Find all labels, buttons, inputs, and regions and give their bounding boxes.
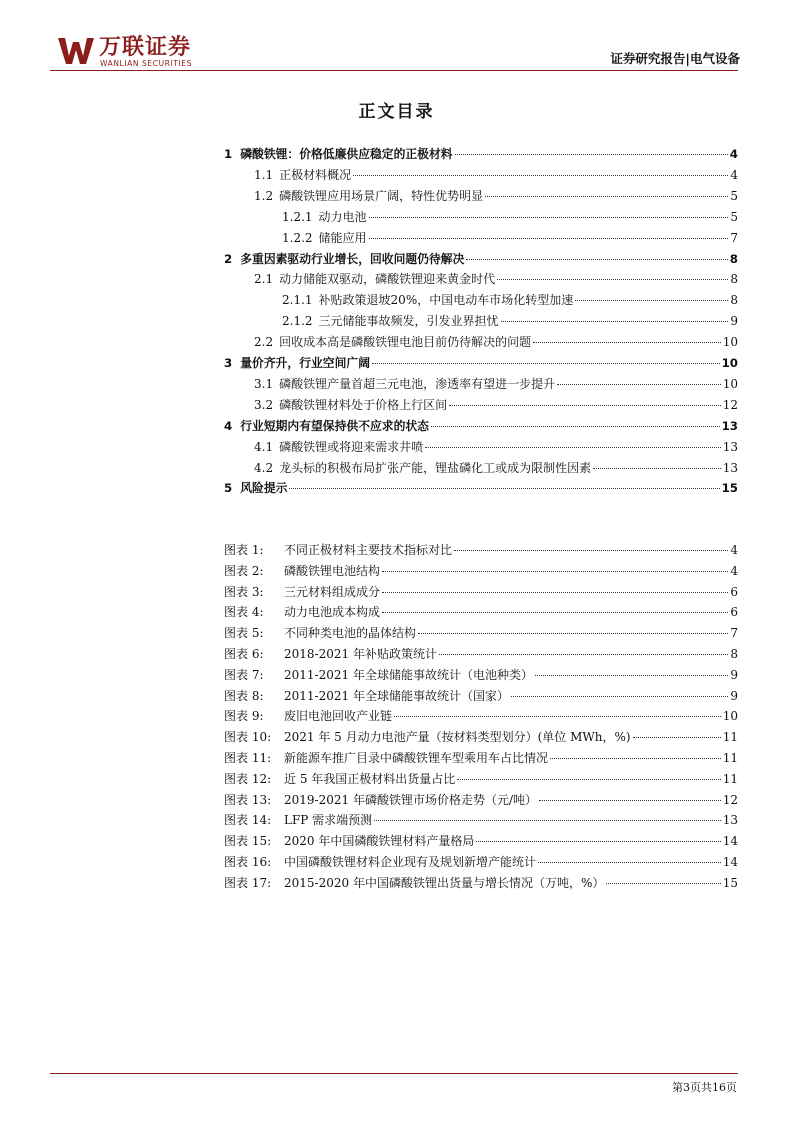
dot-leader bbox=[439, 654, 728, 655]
figure-page: 6 bbox=[730, 584, 738, 599]
figure-entry[interactable] bbox=[224, 792, 738, 808]
toc-entry-text: 磷酸铁锂材料处于价格上行区间 bbox=[279, 397, 448, 412]
brand-name-cn: 万联证券 bbox=[99, 35, 192, 60]
dot-leader bbox=[457, 779, 720, 780]
figure-title: 新能源车推广目录中磷酸铁锂车型乘用车占比情况 bbox=[284, 751, 549, 765]
toc-entry-text: 风险提示 bbox=[240, 481, 288, 496]
toc-entry-title bbox=[282, 292, 573, 308]
figure-label: 图表 10: bbox=[224, 730, 272, 745]
figure-entry[interactable] bbox=[224, 563, 738, 579]
figure-label: 图表 14: bbox=[224, 813, 272, 828]
dot-leader bbox=[550, 758, 721, 759]
toc-entry-title bbox=[254, 271, 495, 287]
toc-entry-title bbox=[254, 376, 555, 392]
toc-entry-page: 10 bbox=[722, 335, 738, 350]
figure-title: 磷酸铁锂电池结构 bbox=[284, 563, 381, 578]
dot-leader bbox=[497, 279, 728, 280]
toc-entry[interactable] bbox=[224, 251, 738, 267]
figure-label: 图表 11: bbox=[224, 751, 272, 765]
figure-page: 9 bbox=[730, 688, 738, 703]
figure-label: 图表 15: bbox=[224, 834, 272, 849]
figure-entry[interactable] bbox=[224, 708, 738, 724]
dot-leader bbox=[289, 488, 719, 489]
dot-leader bbox=[533, 342, 721, 343]
figure-title: LFP 需求端预测 bbox=[284, 813, 373, 828]
toc-entry-text: 磷酸铁锂：价格低廉供应稳定的正极材料 bbox=[240, 147, 453, 161]
figure-entry[interactable] bbox=[224, 812, 738, 828]
figure-page: 10 bbox=[722, 709, 738, 724]
toc-entry-text: 补贴政策退坡20%，中国电动车市场化转型加速 bbox=[318, 293, 574, 308]
figure-title: 近 5 年我国正极材料出货量占比 bbox=[284, 771, 456, 786]
toc-entry-text: 磷酸铁锂应用场景广阔，特性优势明显 bbox=[279, 188, 484, 203]
toc-entry-page: 8 bbox=[729, 251, 738, 266]
toc-entry-number: 1.2.2 bbox=[282, 230, 313, 245]
toc-entry[interactable] bbox=[254, 271, 738, 287]
dot-leader bbox=[449, 405, 721, 406]
dot-leader bbox=[372, 363, 720, 364]
dot-leader bbox=[485, 196, 728, 197]
toc-entry-page: 10 bbox=[721, 356, 738, 370]
figure-entry[interactable] bbox=[224, 667, 738, 683]
toc-entry-number: 2.1 bbox=[254, 272, 274, 287]
figure-page: 14 bbox=[722, 834, 738, 849]
toc-entry[interactable] bbox=[254, 334, 738, 350]
toc-entry-title bbox=[254, 439, 423, 455]
figure-page: 13 bbox=[722, 813, 738, 828]
toc-entry-page: 9 bbox=[730, 314, 738, 329]
toc-entry-number: 1.2.1 bbox=[282, 209, 313, 224]
dot-leader bbox=[382, 592, 728, 593]
figure-label: 图表 3: bbox=[224, 584, 264, 599]
toc-entry-page: 4 bbox=[730, 167, 738, 182]
toc-entry-page: 13 bbox=[721, 418, 738, 433]
toc-entry-number: 5 bbox=[224, 481, 233, 496]
toc-entry[interactable] bbox=[224, 146, 738, 162]
toc-entry-page: 8 bbox=[730, 272, 738, 287]
toc-entry-page: 13 bbox=[722, 439, 738, 454]
dot-leader bbox=[633, 737, 721, 738]
toc-entry-title bbox=[224, 355, 370, 371]
toc-entry[interactable] bbox=[282, 292, 738, 308]
figure-entry[interactable] bbox=[224, 688, 738, 704]
dot-leader bbox=[466, 259, 727, 260]
toc-entry-title bbox=[254, 334, 531, 350]
toc-entry-number: 1 bbox=[224, 147, 233, 161]
header-divider bbox=[50, 70, 738, 71]
toc-entry-title bbox=[282, 313, 499, 329]
dot-leader bbox=[374, 820, 721, 821]
toc-entry[interactable] bbox=[224, 418, 738, 434]
figure-entry[interactable] bbox=[224, 833, 738, 849]
dot-leader bbox=[557, 384, 721, 385]
toc-entry-text: 回收成本高是磷酸铁锂电池目前仍待解决的问题 bbox=[279, 335, 532, 350]
figure-label: 图表 7: bbox=[224, 667, 264, 682]
toc-entry[interactable] bbox=[254, 439, 738, 455]
figure-title: 2019-2021 年磷酸铁锂市场价格走势（元/吨） bbox=[284, 792, 537, 807]
dot-leader bbox=[539, 800, 721, 801]
page-title: 正文目录 bbox=[358, 102, 435, 122]
figure-entry[interactable] bbox=[224, 604, 738, 620]
figure-page: 11 bbox=[722, 771, 738, 786]
toc-entry-page: 4 bbox=[729, 147, 738, 161]
toc-entry[interactable] bbox=[254, 188, 738, 204]
figure-entry[interactable] bbox=[224, 750, 738, 766]
figure-page: 7 bbox=[730, 626, 738, 641]
toc-entry-number: 2.1.2 bbox=[282, 314, 313, 329]
toc-entry-text: 龙头标的积极布局扩张产能，锂盐磷化工或成为限制性因素 bbox=[279, 460, 592, 475]
toc-entry-number: 3 bbox=[224, 356, 233, 370]
toc-entry-title bbox=[254, 167, 351, 183]
figure-entry[interactable] bbox=[224, 729, 738, 745]
dot-leader bbox=[382, 571, 728, 572]
toc-entry-title bbox=[282, 230, 367, 246]
toc-entry-text: 动力储能双驱动，磷酸铁锂迎来黄金时代 bbox=[279, 272, 496, 287]
dot-leader bbox=[538, 862, 721, 863]
toc-entry-text: 动力电池 bbox=[318, 209, 367, 224]
page-header bbox=[58, 36, 740, 68]
toc-entry-text: 磷酸铁锂产量首超三元电池，渗透率有望进一步提升 bbox=[279, 376, 556, 391]
toc-entry-title bbox=[254, 460, 591, 476]
dot-leader bbox=[606, 883, 720, 884]
toc-entry[interactable] bbox=[224, 480, 738, 496]
toc-entry[interactable] bbox=[282, 230, 738, 246]
toc-entry-number: 4.1 bbox=[254, 439, 274, 454]
dot-leader bbox=[394, 716, 721, 717]
toc-entry[interactable] bbox=[224, 355, 738, 371]
figure-label: 图表 2: bbox=[224, 563, 264, 578]
figure-title: 中国磷酸铁锂材料企业现有及规划新增产能统计 bbox=[284, 855, 537, 869]
toc-entry-text: 储能应用 bbox=[318, 230, 367, 245]
toc-entry-number: 4 bbox=[224, 418, 233, 433]
figure-title: 2011-2021 年全球储能事故统计（国家） bbox=[284, 688, 509, 703]
figure-label: 图表 16: bbox=[224, 855, 272, 869]
dot-leader bbox=[369, 217, 729, 218]
toc-entry-title bbox=[224, 480, 287, 496]
toc-entry[interactable] bbox=[254, 167, 738, 183]
dot-leader bbox=[455, 154, 728, 155]
figure-entry[interactable] bbox=[224, 625, 738, 641]
figure-page: 6 bbox=[730, 605, 738, 620]
dot-leader bbox=[511, 696, 728, 697]
page-number: 第3页共16页 bbox=[672, 1081, 737, 1094]
footer-divider bbox=[50, 1073, 738, 1074]
figure-title: 2021 年 5 月动力电池产量（按材料类型划分）(单位 MWh，%) bbox=[284, 730, 631, 745]
toc-entry-page: 13 bbox=[722, 460, 738, 475]
figure-title: 不同种类电池的晶体结构 bbox=[284, 626, 417, 641]
figure-page: 4 bbox=[730, 563, 738, 578]
figure-title: 2011-2021 年全球储能事故统计（电池种类） bbox=[284, 667, 533, 682]
dot-leader bbox=[431, 426, 720, 427]
toc-entry-page: 12 bbox=[722, 397, 738, 412]
figure-page: 11 bbox=[722, 751, 738, 765]
toc-entry-text: 行业短期内有望保持供不应求的状态 bbox=[240, 418, 429, 433]
toc-entry-number: 2 bbox=[224, 251, 233, 266]
dot-leader bbox=[369, 238, 729, 239]
toc-entry[interactable] bbox=[254, 460, 738, 476]
wanlian-logo-icon bbox=[58, 36, 94, 66]
dot-leader bbox=[454, 550, 728, 551]
toc-entry-page: 8 bbox=[730, 293, 738, 308]
dot-leader bbox=[425, 447, 721, 448]
dot-leader bbox=[501, 321, 729, 322]
figure-title: 2018-2021 年补贴政策统计 bbox=[284, 647, 437, 661]
figure-title: 不同正极材料主要技术指标对比 bbox=[284, 543, 453, 557]
figure-title: 废旧电池回收产业链 bbox=[284, 709, 393, 724]
toc-entry-number: 2.1.1 bbox=[282, 293, 313, 308]
toc-entry-page: 5 bbox=[730, 209, 738, 224]
figure-label: 图表 17: bbox=[224, 875, 272, 890]
figure-entry[interactable] bbox=[224, 854, 738, 870]
dot-leader bbox=[382, 612, 728, 613]
figure-page: 14 bbox=[722, 855, 738, 869]
dot-leader bbox=[353, 175, 728, 176]
toc-entry-page: 7 bbox=[730, 230, 738, 245]
figure-label: 图表 13: bbox=[224, 792, 272, 807]
toc-entry-number: 1.2 bbox=[254, 188, 274, 203]
brand-name-en: WANLIAN SECURITIES bbox=[100, 59, 193, 68]
toc-entry-title bbox=[224, 146, 453, 162]
figure-title: 动力电池成本构成 bbox=[284, 605, 381, 620]
figure-label: 图表 9: bbox=[224, 709, 264, 724]
dot-leader bbox=[418, 633, 728, 634]
figure-page: 15 bbox=[722, 875, 738, 890]
figure-entry[interactable] bbox=[224, 771, 738, 787]
toc-entry-title bbox=[254, 188, 483, 204]
toc-entry[interactable] bbox=[282, 209, 738, 225]
toc-entry-title bbox=[224, 251, 464, 267]
figure-page: 12 bbox=[722, 792, 738, 807]
toc-entry-title bbox=[224, 418, 429, 434]
toc-entry-number: 3.2 bbox=[254, 397, 274, 412]
toc-entry-text: 三元储能事故频发，引发业界担忧 bbox=[318, 314, 499, 329]
figure-label: 图表 5: bbox=[224, 626, 264, 641]
dot-leader bbox=[593, 468, 721, 469]
dot-leader bbox=[535, 675, 728, 676]
toc-entry-text: 量价齐升，行业空间广阔 bbox=[240, 356, 370, 370]
toc-entry-text: 正极材料概况 bbox=[279, 167, 352, 182]
dot-leader bbox=[575, 300, 728, 301]
figure-label: 图表 4: bbox=[224, 605, 264, 620]
figure-label: 图表 12: bbox=[224, 771, 272, 786]
toc-entry-number: 3.1 bbox=[254, 376, 274, 391]
figure-entry[interactable] bbox=[224, 875, 738, 891]
toc-entry-number: 1.1 bbox=[254, 167, 274, 182]
toc-entry-number: 2.2 bbox=[254, 335, 274, 350]
toc-entry-page: 10 bbox=[722, 376, 738, 391]
figure-page: 8 bbox=[730, 647, 738, 661]
figure-entry[interactable] bbox=[224, 646, 738, 662]
figure-title: 三元材料组成成分 bbox=[284, 584, 381, 599]
figure-entry[interactable] bbox=[224, 542, 738, 558]
figure-title: 2020 年中国磷酸铁锂材料产量格局 bbox=[284, 834, 475, 849]
toc-entry-title bbox=[282, 209, 367, 225]
figure-title: 2015-2020 年中国磷酸铁锂出货量与增长情况（万吨，%） bbox=[284, 875, 605, 890]
figure-entry[interactable] bbox=[224, 584, 738, 600]
figure-label: 图表 1: bbox=[224, 543, 264, 557]
toc-entry-title bbox=[254, 397, 447, 413]
figure-label: 图表 6: bbox=[224, 647, 264, 661]
report-type: 证券研究报告|电气设备 bbox=[610, 51, 740, 66]
figure-page: 4 bbox=[730, 543, 738, 557]
figure-label: 图表 8: bbox=[224, 688, 264, 703]
toc-entry[interactable] bbox=[254, 397, 738, 413]
toc-entry-page: 15 bbox=[721, 481, 738, 496]
toc-entry-text: 多重因素驱动行业增长，回收问题仍待解决 bbox=[240, 251, 465, 266]
toc-entry-number: 4.2 bbox=[254, 460, 274, 475]
figure-page: 11 bbox=[722, 730, 738, 745]
toc-entry[interactable] bbox=[254, 376, 738, 392]
toc-entry-text: 磷酸铁锂或将迎来需求井喷 bbox=[279, 439, 424, 454]
dot-leader bbox=[476, 841, 720, 842]
toc-entry[interactable] bbox=[282, 313, 738, 329]
figure-page: 9 bbox=[730, 667, 738, 682]
toc-entry-page: 5 bbox=[730, 188, 738, 203]
